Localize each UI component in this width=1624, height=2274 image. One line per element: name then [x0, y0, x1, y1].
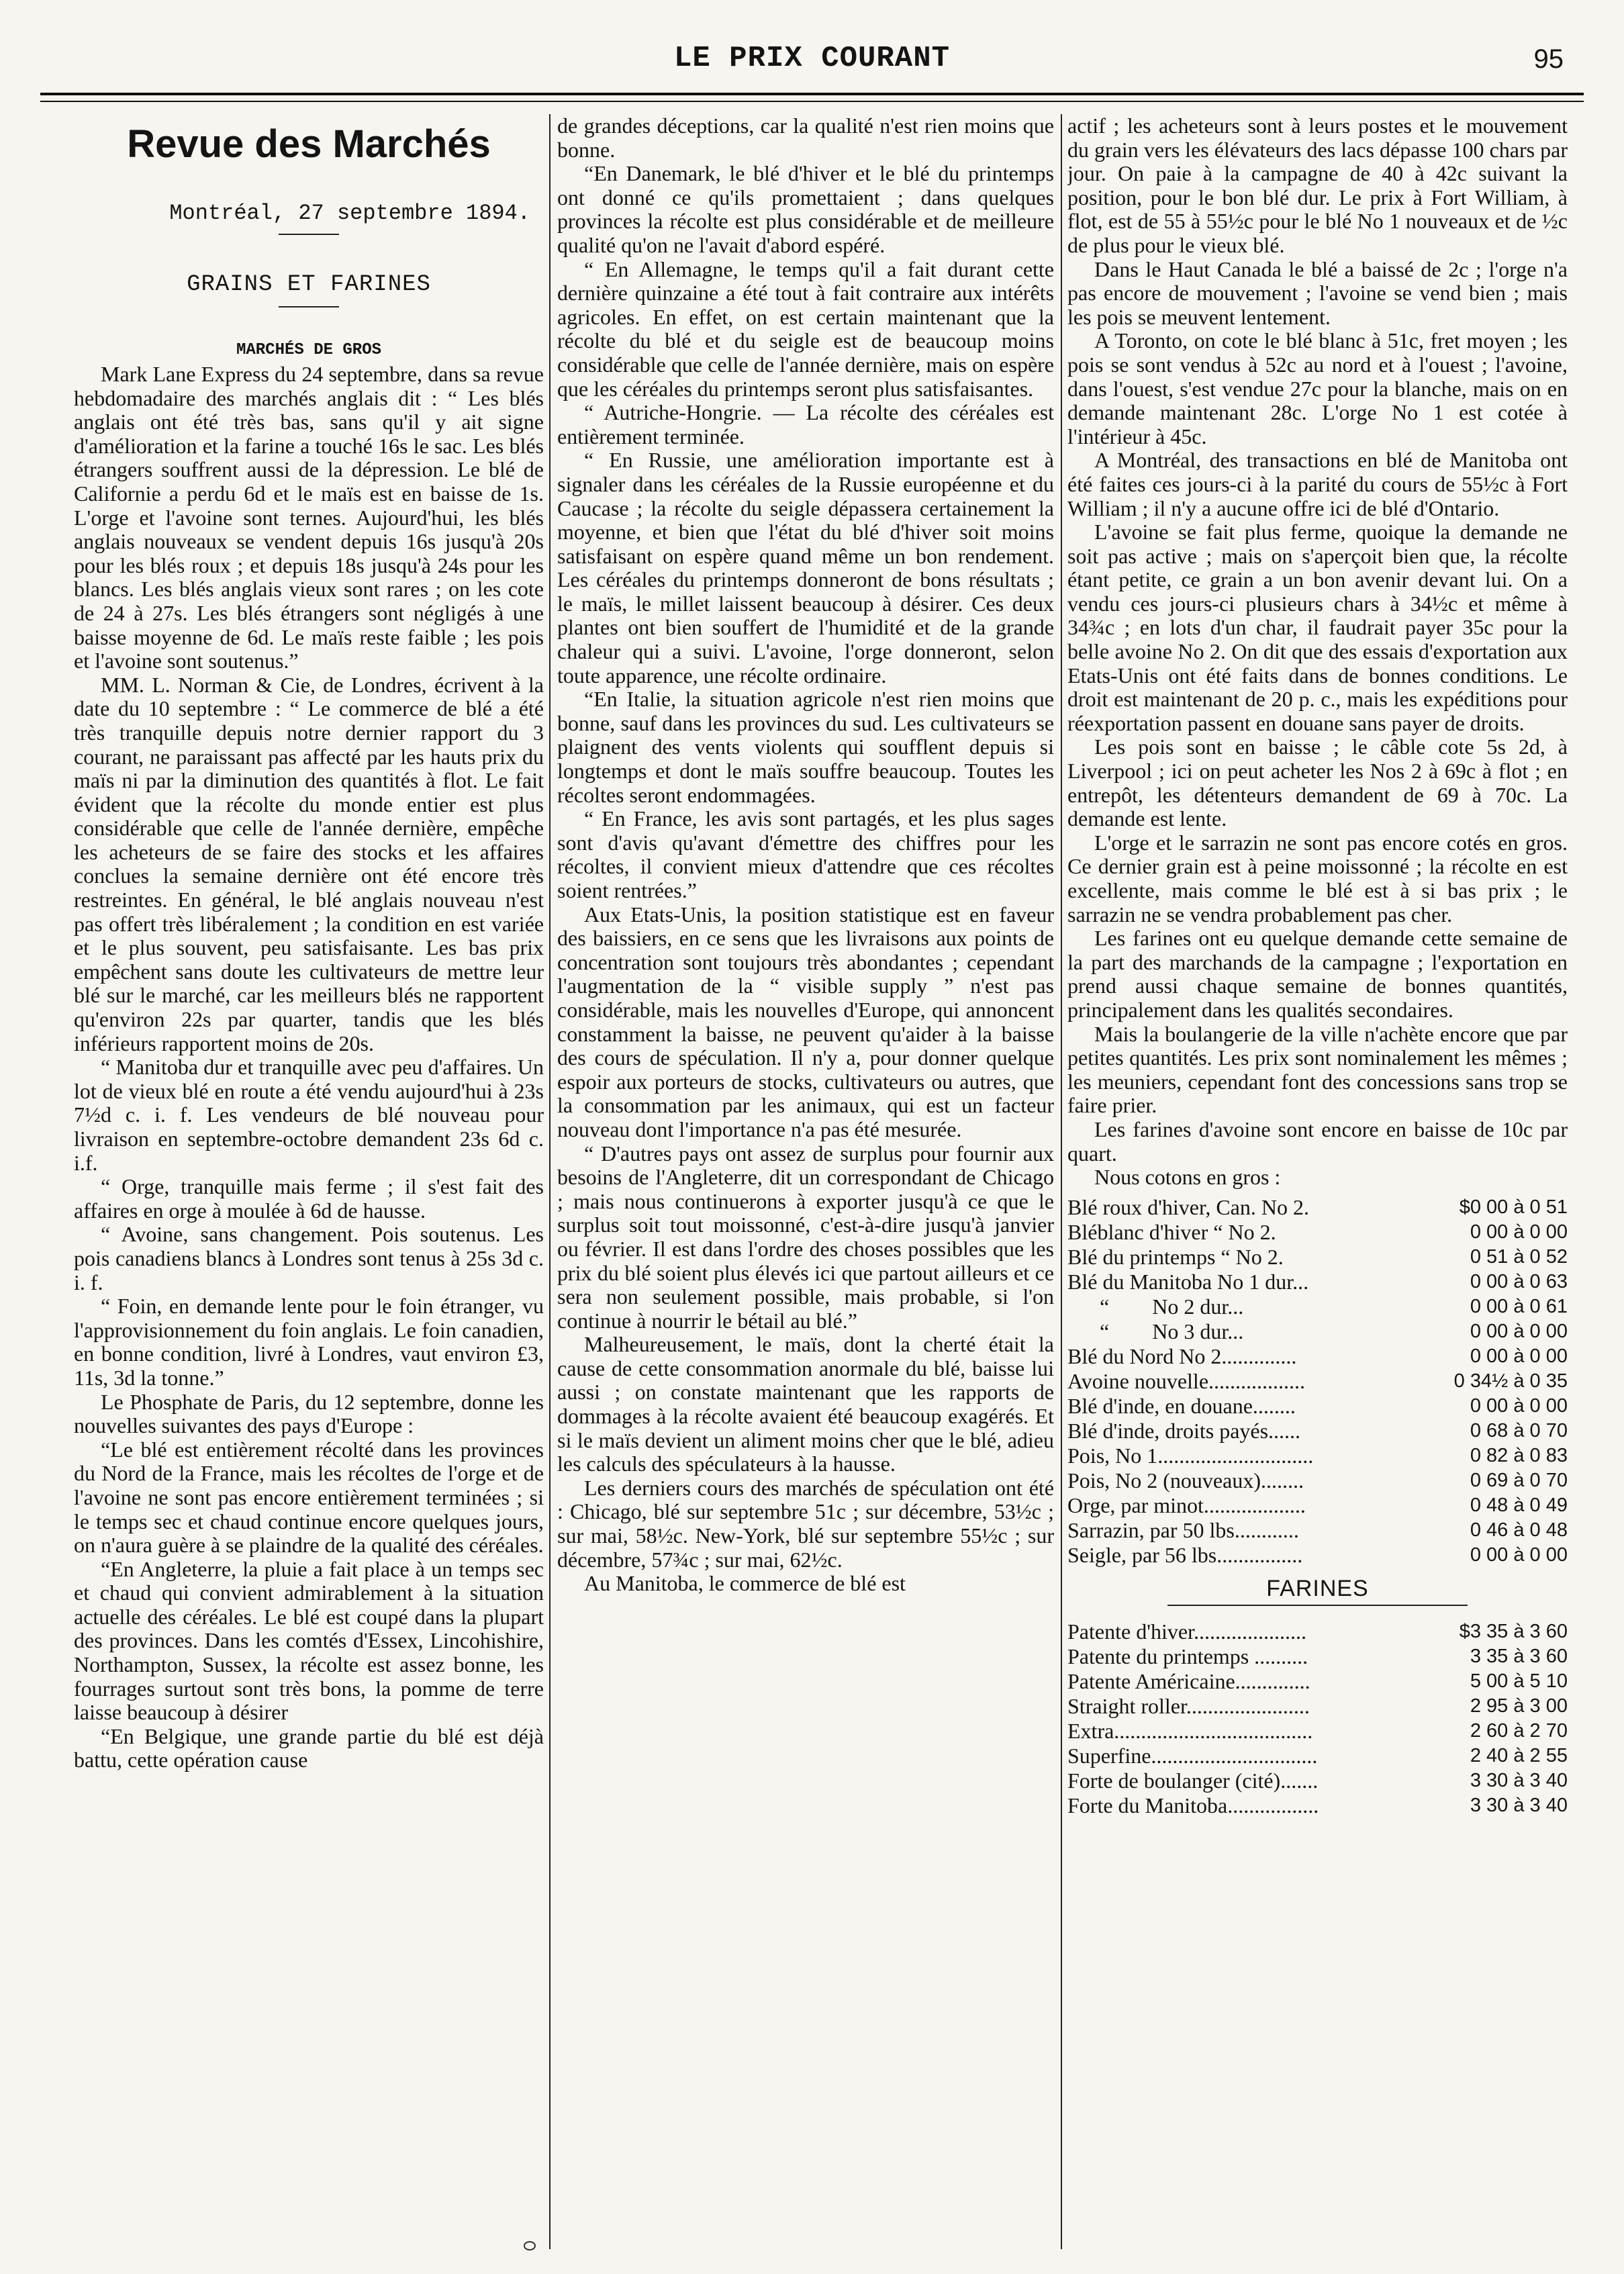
paragraph: Mark Lane Express du 24 septembre, dans sa revue hebdomadaire des marchés anglais dit : “ Les blés anglais ont été très bas, sans qu'il y ait signe d'amélioration et la farine a touché 16s le sac. Les blés étrangers souffrent aussi de la dépression. Le blé de Californie a perdu 6d et le maïs est en baisse de 1s. L'orge et l'avoine sont ternes. Aujourd'hui, les blés anglais nouveaux se vendent depuis 16s jusqu'à 20s pour les blés roux ; et depuis 18s jusqu'à 24s pour les blancs. Les blés anglais vieux sont rares ; on les cote de 24 à 27s. Les blés étrangers sont négligés à une baisse moyenne de 6d. Le maïs reste faible ; les pois et l'avoine sont soutenus.” [74, 362, 544, 673]
price-value: 3 35 à 3 60 [1470, 1646, 1568, 1668]
paragraph: Au Manitoba, le commerce de blé est [584, 1571, 906, 1596]
paragraph: “ En Allemagne, le temps qu'il a fait durant cette dernière quinzaine a été tout à fait contraire aux intérêts agricoles. En effet, on est certain maintenant que la récolte du blé et du seigle est de beaucoup moins considérable que celle de l'année dernière, mais on espère que les céréales du printemps seront plus satisfaisantes. [557, 256, 1054, 401]
price-row [1067, 1744, 1568, 1768]
price-value: 0 00 à 0 61 [1470, 1295, 1568, 1317]
price-label: Extra..................................... [1067, 1719, 1313, 1744]
price-label: Blé du Nord No 2.............. [1067, 1343, 1297, 1368]
price-value: 2 40 à 2 55 [1470, 1745, 1568, 1767]
price-value: $3 35 à 3 60 [1459, 1621, 1568, 1643]
price-value: 3 30 à 3 40 [1470, 1770, 1568, 1792]
running-head [40, 42, 1584, 82]
price-label: Patente Américaine.............. [1067, 1669, 1310, 1694]
column-2 [557, 114, 1054, 2249]
paragraph: Mais la boulangerie de la ville n'achète encore que par petites quantités. Les prix sont nominalement les mêmes ; les meuniers, cependant font des concessions sans trop se faire prier. [1067, 1021, 1568, 1118]
paragraph: “ En Russie, une amélioration importante est à signaler dans les céréales de la Russie européenne et du Caucase ; la récolte du seigle dépassera certainement la moyenne, et bien que l'état du blé d'hiver soit moins satisfaisant on espère quand même un bon rendement. Les céréales du printemps donneront de bons résultats ; le maïs, le millet laissent beaucoup à désirer. Ces deux plantes ont bien souffert de l'humidité et de la grande chaleur qui a suivi. L'avoine, l'orge donneront, selon toute apparence, une récolte ordinaire. [557, 448, 1054, 688]
page-number: 95 [1533, 44, 1564, 74]
paragraph: MM. L. Norman & Cie, de Londres, écrivent à la date du 10 septembre : “ Le commerce de blé a été très tranquille depuis notre dernier rapport du 3 courant, ne paraissant pas affecté par les hauts prix du maïs ni par la diminution des quantités à flot. Le fait évident que la récolte du monde entier est plus considérable que celle de l'année dernière, empêche les acheteurs de se faire des stocks et les affaires conclues la semaine dernière ont été encore très restreintes. En général, le blé anglais nouveau n'est pas offert très libéralement ; la condition en est variée et le plus souvent, peu satisfaisante. Les bas prix empêchent sans doute les cultivateurs de mettre leur blé sur le marché, car les meilleurs blés ne rapportent qu'environ 22s par quarter, tandis que les blés inférieurs rapportent moins de 20s. [74, 672, 544, 1055]
paragraph: L'orge et le sarrazin ne sont pas encore cotés en gros. Ce dernier grain est à peine moissonné ; la récolte en est excellente, mais comme le blé est à si bas prix ; le sarrazin ne se vendra probablement pas cher. [1067, 830, 1568, 927]
section-title: Revue des Marchés [127, 122, 491, 166]
price-row [1067, 1518, 1568, 1543]
short-rule [279, 306, 339, 307]
paragraph: Malheureusement, le maïs, dont la cherté était la cause de cette consommation anormale du blé, baisse lui aussi ; on constate maintenant que les rapports de dommages à la récolte avaient été beaucoup exagérés. Et si le maïs devient un aliment moins cher que le blé, adieu les calculs des spéculateurs à la hausse. [557, 1332, 1054, 1476]
paragraph: “ Autriche-Hongrie. — La récolte des céréales est entièrement terminée. [557, 400, 1054, 448]
flour-price-table [1067, 1619, 1568, 1818]
paragraph: Les pois sont en baisse ; le câble cote 5s 2d, à Liverpool ; ici on peut acheter les Nos 2 à 69c à flot ; en entrepôt, les détenteurs demandent de 69 à 70c. La demande est lente. [1067, 735, 1568, 831]
paragraph: de grandes déceptions, car la qualité n'est rien moins que bonne. [557, 114, 1054, 162]
price-row [1067, 1669, 1568, 1694]
price-row [1067, 1493, 1568, 1518]
paragraph: “ D'autres pays ont assez de surplus pour fournir aux besoins de l'Angleterre, dit un correspondant de Chicago ; mais nous continuerons à exporter jusqu'à ce que le surplus soit tout moissonné, c'est-à-dire jusqu'à janvier ou février. Il est dans l'ordre des choses possibles que les prix du blé soient plus élevés ici que partout ailleurs et ce sera non seulement possible, mais probable, si l'on continue à nourrir le bétail au blé.” [557, 1141, 1054, 1333]
price-row [1067, 1394, 1568, 1419]
dateline: Montréal, 27 septembre 1894. [169, 201, 530, 226]
price-row [1067, 1369, 1568, 1394]
price-row [1067, 1419, 1568, 1443]
column-1 [74, 114, 544, 2249]
price-label: Blé roux d'hiver, Can. No 2. [1067, 1194, 1309, 1219]
grain-price-table [1067, 1195, 1568, 1568]
price-value: $0 00 à 0 51 [1459, 1196, 1568, 1218]
price-label: Blé du Manitoba No 1 dur... [1067, 1269, 1309, 1294]
paragraph: “En Belgique, une grande partie du blé est déjà battu, cette opération cause [74, 1723, 544, 1772]
price-row [1067, 1768, 1568, 1793]
price-label: Sarrazin, par 50 lbs............ [1067, 1517, 1299, 1542]
farines-heading: FARINES [1266, 1575, 1369, 1601]
subhead-grains: GRAINS ET FARINES [187, 272, 431, 297]
price-row [1067, 1619, 1568, 1644]
price-value: 5 00 à 5 10 [1470, 1670, 1568, 1693]
price-label: Patente d'hiver..................... [1067, 1619, 1306, 1644]
price-row [1067, 1319, 1568, 1344]
header-rule [40, 93, 1584, 102]
price-row [1067, 1220, 1568, 1245]
price-label: Pois, No 1............................. [1067, 1443, 1314, 1468]
paragraph: “ En France, les avis sont partagés, et les plus sages sont d'avis qu'avant d'émettre des chiffres pour les récoltes, il convient mieux d'attendre que ces récoltes soient rentrées.” [557, 806, 1054, 902]
price-value: 0 51 à 0 52 [1470, 1245, 1568, 1268]
price-label: Orge, par minot................... [1067, 1493, 1306, 1517]
price-row [1067, 1294, 1568, 1319]
price-value: 3 30 à 3 40 [1470, 1795, 1568, 1817]
price-value: 2 95 à 3 00 [1470, 1695, 1568, 1717]
paragraph: actif ; les acheteurs sont à leurs postes et le mouvement du grain vers les élévateurs des lacs dépasse 100 chars par jour. On paie à la campagne de 40 à 42c suivant la position, pour le bon blé dur. Le prix à Fort William, à flot, est de 55 à 55½c pour le blé No 1 nouveaux et de ½c de plus pour le vieux blé. [1067, 114, 1568, 257]
paragraph: Nous cotons en gros : [1094, 1165, 1281, 1190]
paragraph: “En Danemark, le blé d'hiver et le blé du printemps ont donné ce qu'ils promettaient ; dans quelques provinces la récolte est plus considérable et de meilleure qualité qu'on ne l'avait d'abord espéré. [557, 161, 1054, 257]
paragraph: Les farines d'avoine sont encore en baisse de 10c par quart. [1067, 1117, 1568, 1166]
price-label: Superfine............................... [1067, 1744, 1318, 1768]
short-rule [279, 234, 339, 235]
price-value: 0 00 à 0 00 [1470, 1394, 1568, 1417]
price-value: 0 46 à 0 48 [1470, 1519, 1568, 1541]
price-label: Forte de boulanger (cité)....... [1067, 1768, 1319, 1793]
paragraph: Les derniers cours des marchés de spéculation ont été : Chicago, blé sur septembre 51c ; sur décembre, 53½c ; sur mai, 58½c. New-York, blé sur septembre 55½c ; sur décembre, 57¾c ; sur mai, 62½c. [557, 1475, 1054, 1572]
price-row [1067, 1543, 1568, 1568]
price-label: Seigle, par 56 lbs................ [1067, 1542, 1303, 1567]
price-value: 0 69 à 0 70 [1470, 1469, 1568, 1491]
price-value: 0 82 à 0 83 [1470, 1444, 1568, 1466]
price-row [1067, 1694, 1568, 1719]
price-value: 0 00 à 0 63 [1470, 1270, 1568, 1292]
price-label: Straight roller....................... [1067, 1694, 1310, 1719]
printer-mark [524, 2241, 536, 2251]
price-label: Avoine nouvelle.................. [1067, 1368, 1306, 1393]
price-row [1067, 1195, 1568, 1220]
price-label: Blé du printemps “ No 2. [1067, 1244, 1284, 1269]
paragraph: “ Orge, tranquille mais ferme ; il s'est fait des affaires en orge à moulée à 6d de hausse. [74, 1174, 544, 1223]
price-value: 2 60 à 2 70 [1470, 1720, 1568, 1742]
price-label: “ No 3 dur... [1067, 1319, 1244, 1343]
price-label: Bléblanc d'hiver “ No 2. [1067, 1219, 1276, 1244]
column-divider [1061, 114, 1062, 2249]
price-label: Blé d'inde, en douane........ [1067, 1393, 1296, 1418]
price-value: 0 34½ à 0 35 [1453, 1370, 1568, 1392]
price-value: 0 48 à 0 49 [1470, 1494, 1568, 1516]
paragraph: Le Phosphate de Paris, du 12 septembre, donne les nouvelles suivantes des pays d'Europe : [74, 1389, 544, 1438]
paragraph: “En Italie, la situation agricole n'est rien moins que bonne, sauf dans les provinces du sud. Les cultivateurs se plaignent des vents violents qui soufflent depuis si longtemps et dont le maïs souffre beaucoup. Toutes les récoltes seront endommagées. [557, 687, 1054, 807]
price-value: 0 00 à 0 00 [1470, 1320, 1568, 1342]
paragraph: Aux Etats-Unis, la position statistique est en faveur des baissiers, en ce sens que les livraisons aux points de concentration sont toujours très abondantes ; cependant l'augmentation de la “ visible supply ” n'est pas considérable, mais les nouvelles d'Europe, qui annoncent constamment la baisse, ne peuvent qu'aider à la baisse des cours de spéculation. Il n'y a, pour donner quelque espoir aux porteurs de stocks, cultivateurs ou autres, que la consommation par les animaux, qui est un facteur nouveau dont l'importance n'a pas été mesurée. [557, 902, 1054, 1141]
paragraph: A Montréal, des transactions en blé de Manitoba ont été faites ces jours-ci à la parité du cours de 55½c à Fort William ; il n'y a aucune offre ici de blé d'Ontario. [1067, 448, 1568, 520]
paragraph: “ Foin, en demande lente pour le foin étranger, vu l'approvisionnement du foin anglais. Le foin canadien, en bonne condition, livré à Londres, vaut environ £3, 11s, 3d la tonne.” [74, 1294, 544, 1390]
subhead-marches: MARCHÉS DE GROS [236, 341, 382, 359]
price-row [1067, 1270, 1568, 1294]
price-value: 0 00 à 0 00 [1470, 1544, 1568, 1566]
paragraph: Les farines ont eu quelque demande cette semaine de la part des marchands de la campagne ; l'exportation en prend aussi chaque semaine de bonnes quantités, principalement dans les qualités secondaires. [1067, 926, 1568, 1022]
paragraph: L'avoine se fait plus ferme, quoique la demande ne soit pas active ; mais on s'aperçoit bien que, la récolte étant petite, ce grain a un bon avenir devant lui. On a vendu ces jours-ci plusieurs chars à 34½c et même à 34¾c ; en lots d'un char, il faudrait payer 35c pour la belle avoine No 2. On dit que des essais d'exportation aux Etats-Unis ont été faits dans de bonnes conditions. Le droit est maintenant de 20 p. c., mais les expéditions pour réexportation passent en douane sans payer de droits. [1067, 520, 1568, 735]
price-label: Pois, No 2 (nouveaux)........ [1067, 1468, 1304, 1493]
paragraph: “ Manitoba dur et tranquille avec peu d'affaires. Un lot de vieux blé en route a été vendu aujourd'hui à 23s 7½d c. i. f. Les vendeurs de blé nouveau pour livraison en septembre-octobre demandent 23s 6d c. i.f. [74, 1055, 544, 1175]
price-value: 0 00 à 0 00 [1470, 1345, 1568, 1367]
price-value: 0 68 à 0 70 [1470, 1419, 1568, 1441]
price-row [1067, 1793, 1568, 1818]
price-label: Forte du Manitoba................. [1067, 1793, 1319, 1818]
price-row [1067, 1245, 1568, 1270]
price-value: 0 00 à 0 00 [1470, 1221, 1568, 1243]
column-divider [549, 114, 551, 2249]
journal-title: LE PRIX COURANT [673, 42, 951, 75]
price-label: “ No 2 dur... [1067, 1294, 1244, 1319]
price-row [1067, 1719, 1568, 1744]
paragraph: “ Avoine, sans changement. Pois soutenus. Les pois canadiens blancs à Londres sont tenus à 25s 3d c. i. f. [74, 1222, 544, 1294]
paragraph: “En Angleterre, la pluie a fait place à un temps sec et chaud qui convient admirablement à la situation actuelle des céréales. Le blé est coupé dans la plupart des provinces. Dans les comtés d'Essex, Lincohishire, Northampton, Sussex, la récolte est assez bonne, les fourrages surtout sont très bons, la pomme de terre laisse beaucoup à désirer [74, 1556, 544, 1725]
price-row [1067, 1644, 1568, 1669]
price-label: Blé d'inde, droits payés...... [1067, 1418, 1301, 1443]
paragraph: Dans le Haut Canada le blé a baissé de 2c ; l'orge n'a pas encore de mouvement ; l'avoine se vend bien ; mais les pois se meuvent lentement. [1067, 256, 1568, 329]
price-row [1067, 1344, 1568, 1369]
paragraph: “Le blé est entièrement récolté dans les provinces du Nord de la France, mais les récoltes de l'orge et de l'avoine ne sont pas encore entièrement terminées ; si le temps sec et chaud continue encore quelques jours, on n'aura guère à se plaindre de la qualité des céréales. [74, 1437, 544, 1558]
price-label: Patente du printemps .......... [1067, 1644, 1308, 1669]
column-3 [1067, 114, 1568, 2249]
paragraph: A Toronto, on cote le blé blanc à 51c, fret moyen ; les pois se sont vendus à 52c au nord et à l'ouest ; l'avoine, dans l'ouest, s'est vendue 27c pour la blanche, mais on en demande maintenant 28c. L'orge No 1 est cotée à l'intérieur à 45c. [1067, 328, 1568, 448]
price-row [1067, 1468, 1568, 1493]
farines-rule [1167, 1605, 1468, 1606]
price-row [1067, 1443, 1568, 1468]
